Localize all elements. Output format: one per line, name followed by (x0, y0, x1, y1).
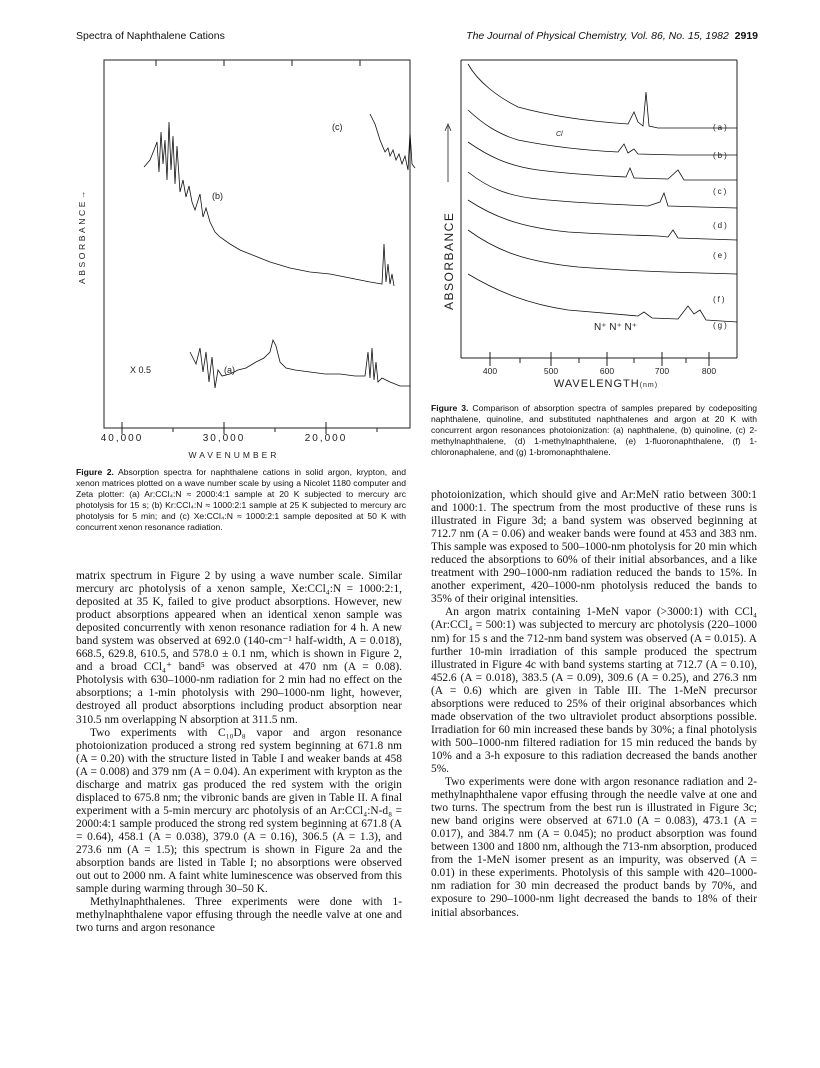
right-column (431, 489, 757, 920)
paragraph: Two experiments with C₁₀D₈ vapor and argon resonance photoionization produced a strong red system beginning at 671.8 nm (A = 0.20) with the structure listed in Table I and weaker bands at 458 (A = 0.008) and 379 nm (A = 0.04). An experiment with krypton as the discharge and matrix gas produced the red system with the origin displaced to 675.8 nm; the vibronic bands are given in Table II. A final experiment with a 5-min mercury arc photolysis of an Ar:CCl₄:N-d₈ = 2000:4:1 sample produced the strong red system beginning at 671.8 (A = 0.64), 458.1 (A = 0.038), 379.0 (A = 0.16), 306.5 (A = 1.3), and 273.6 nm (A = 1.5); this spectrum is shown in Figure 2a and the absorption bands are listed in Table I; no absorptions were observed out out to 2000 nm. A faint white luminescence was observed from this sample during warming through 30–50 K. (76, 726, 402, 896)
paragraph: Methylnaphthalenes. Three experiments were done with 1-methylnaphthalene vapor effusing through the needle valve at one and two turns and argon resonance (76, 896, 402, 935)
spectrum-c (370, 114, 415, 170)
tick-400: 400 (482, 366, 498, 376)
label-a: (a) (224, 365, 235, 375)
tick-600: 600 (599, 366, 615, 376)
journal-name: The Journal of Physical Chemistry, Vol. 86, No. 15, 1982 (466, 30, 729, 42)
running-title: Spectra of Naphthalene Cations (76, 30, 225, 42)
figure-2 (70, 52, 420, 464)
figure-2-caption (76, 467, 406, 532)
tick-500: 500 (543, 366, 559, 376)
label-c: (c) (332, 122, 343, 132)
trace-label-e: (e) (713, 251, 729, 260)
figure-3-ylabel: ABSORBANCE (442, 211, 456, 310)
left-column (76, 570, 402, 935)
journal-citation (466, 30, 758, 42)
tick-20000: 20,000 (304, 433, 348, 444)
figure-2-xlabel: WAVENUMBER (188, 450, 280, 460)
figure-3-caption (431, 403, 757, 458)
n-plus-labels: N⁺ N⁺ N⁺ (594, 322, 638, 333)
trace-b (468, 110, 737, 155)
page-number: 2919 (734, 30, 758, 42)
trace-d (468, 172, 737, 208)
figure-3-xunit: (nm) (639, 382, 659, 389)
trace-a (468, 64, 737, 128)
tick-700: 700 (654, 366, 670, 376)
tick-40000: 40,000 (100, 433, 144, 444)
figure-2-caption-label: Figure 2. (76, 467, 114, 477)
label-b: (b) (212, 191, 223, 201)
trace-e (468, 200, 737, 240)
figure-3-xlabel-text: WAVELENGTH (553, 378, 640, 390)
paragraph: Two experiments were done with argon resonance radiation and 2-methylnaphthalene vapor effusing through the needle valve at one and two turns. The spectrum from the best run is illustrated in Figure 3c; new band origins were observed at 671.0 (A = 0.083), 473.1 (A = 0.017), and 384.7 nm (A = 0.045); no product absorption was found between 1300 and 1800 nm, although the 713-nm absorption, produced from the 1-MeN isomer present as an impurity, was observed (A = 0.01) in these experiments. Photolysis of this sample with 420–1000-nm radiation for 30 min decreased the product bands by 70%, and exposure to 290–1000-nm light decreased the bands to 18% of their initial absorbances. (431, 776, 757, 919)
trace-label-c: (c) (713, 187, 729, 196)
figure-3 (438, 52, 760, 392)
trace-label-g: (g) (713, 321, 729, 330)
figure-2-caption-text: Absorption spectra for naphthalene cations in solid argon, krypton, and xenon matrices plotted on a wave number scale by using a Nicolet 1180 computer and Zeta plotter: (a) Ar:CCl₄:N ≈ 2000:4:1 sample at 20 K subjected to mercury arc photolysis for 15 s; (b) Kr:CCl₄:N ≈ 1000:2:1 sample at 25 K subjected to mercury arc photolysis for 5 min; and (c) Xe:CCl₄:N ≈ 1000:2:1 sample deposited at 50 K with concurrent xenon resonance radiation. (76, 467, 406, 532)
figure-3-caption-text: Comparison of absorption spectra of samples prepared by codepositing naphthalene, quinoline, and substituted naphthalenes and argon at 20 K with concurrent argon resonances photoionization: (a) naphthalene, (b) quinoline, (c) 2-methylnaphthalene, (d) 1-methylnaphthalene, (e) 1-fluoronaphthalene, (f) 1-chloronaphalene, and (g) 1-bromonaphthalene. (431, 403, 758, 457)
figure-3-caption-label: Figure 3. (431, 403, 469, 413)
scale-factor-label: X 0.5 (130, 365, 152, 375)
trace-label-a: (a) (713, 123, 729, 132)
spectrum-a (190, 340, 410, 388)
trace-f (468, 230, 737, 274)
trace-label-f: (f) (713, 295, 727, 304)
trace-label-d: (d) (713, 221, 729, 230)
paragraph: An argon matrix containing 1-MeN vapor (>3000:1) with CCl₄ (Ar:CCl₄ = 500:1) was subjected to mercury arc photolysis (220–1000 nm) for 15 s and the 712-nm band system was observed (A = 0.015). A further 10-min irradiation of this sample produced the spectrum illustrated in Figure 4c with band systems starting at 712.7 (A = 0.10), 452.6 (A = 0.018), 383.5 (A = 0.09), 309.6 (A = 0.25), and 276.3 nm (A = 0.6) which are given in Table III. The 1-MeN precursor absorptions were reduced to 25% of their original absorbances which made observation of the two ultraviolet product absorptions possible. Irradiation for 60 min increased these bands by 30%; a final photolysis with 500–1000-nm filtered radiation for 15 min reduced the bands by 10% and a 3-h exposure to this radiation decreased the bands another 5%. (431, 606, 757, 775)
trace-label-b: (b) (713, 151, 729, 160)
figure-3-xlabel (554, 378, 658, 390)
cl-annotation: Cl (556, 131, 563, 138)
spectrum-b (144, 122, 394, 286)
figure-2-ylabel: ABSORBANCE→ (77, 187, 87, 284)
trace-c (468, 142, 737, 180)
trace-g (468, 274, 737, 322)
paragraph: photoionization, which should give and Ar:MeN ratio between 300:1 and 1000:1. The spectrum from the most productive of these runs is illustrated in Figure 3d; a band system was observed beginning at 712.7 nm (A = 0.06) and weaker bands were found at 453 and 383 nm. This sample was exposed to 500–1000-nm photolysis for 20 min which reduced the absorptions to 60% of their initial absorbances, and a like treatment with 290–1000-nm radiation reduced the bands to 15%. In another experiment, 420–1000-nm photolysis reduced the bands to 35% of their original intensities. (431, 489, 757, 606)
tick-800: 800 (701, 366, 717, 376)
paragraph: matrix spectrum in Figure 2 by using a wave number scale. Similar mercury arc photolysis of a xenon sample, Xe:CCl₄:N = 1000:2:1, deposited at 35 K, failed to give product absorptions. However, new product absorptions appeared when an identical xenon sample was deposited concurrently with xenon resonance radiation for 4 h. A new band system was observed at 692.0 (140-cm⁻¹ half-width, A = 0.018), 668.5, 629.8, 610.5, and 578.0 ± 0.1 nm, which is shown in Figure 2, and a broad CCl₄⁺ band⁵ was observed at 470 nm (A = 0.08). Photolysis with 630–1000-nm radiation for 2 min had no effect on the absorptions; a 1-min photolysis with 290–1000-nm light, however, destroyed all product absorptions including product absorption near 310.5 nm overlapping N absorption at 311.5 nm. (76, 570, 402, 726)
tick-30000: 30,000 (202, 433, 246, 444)
